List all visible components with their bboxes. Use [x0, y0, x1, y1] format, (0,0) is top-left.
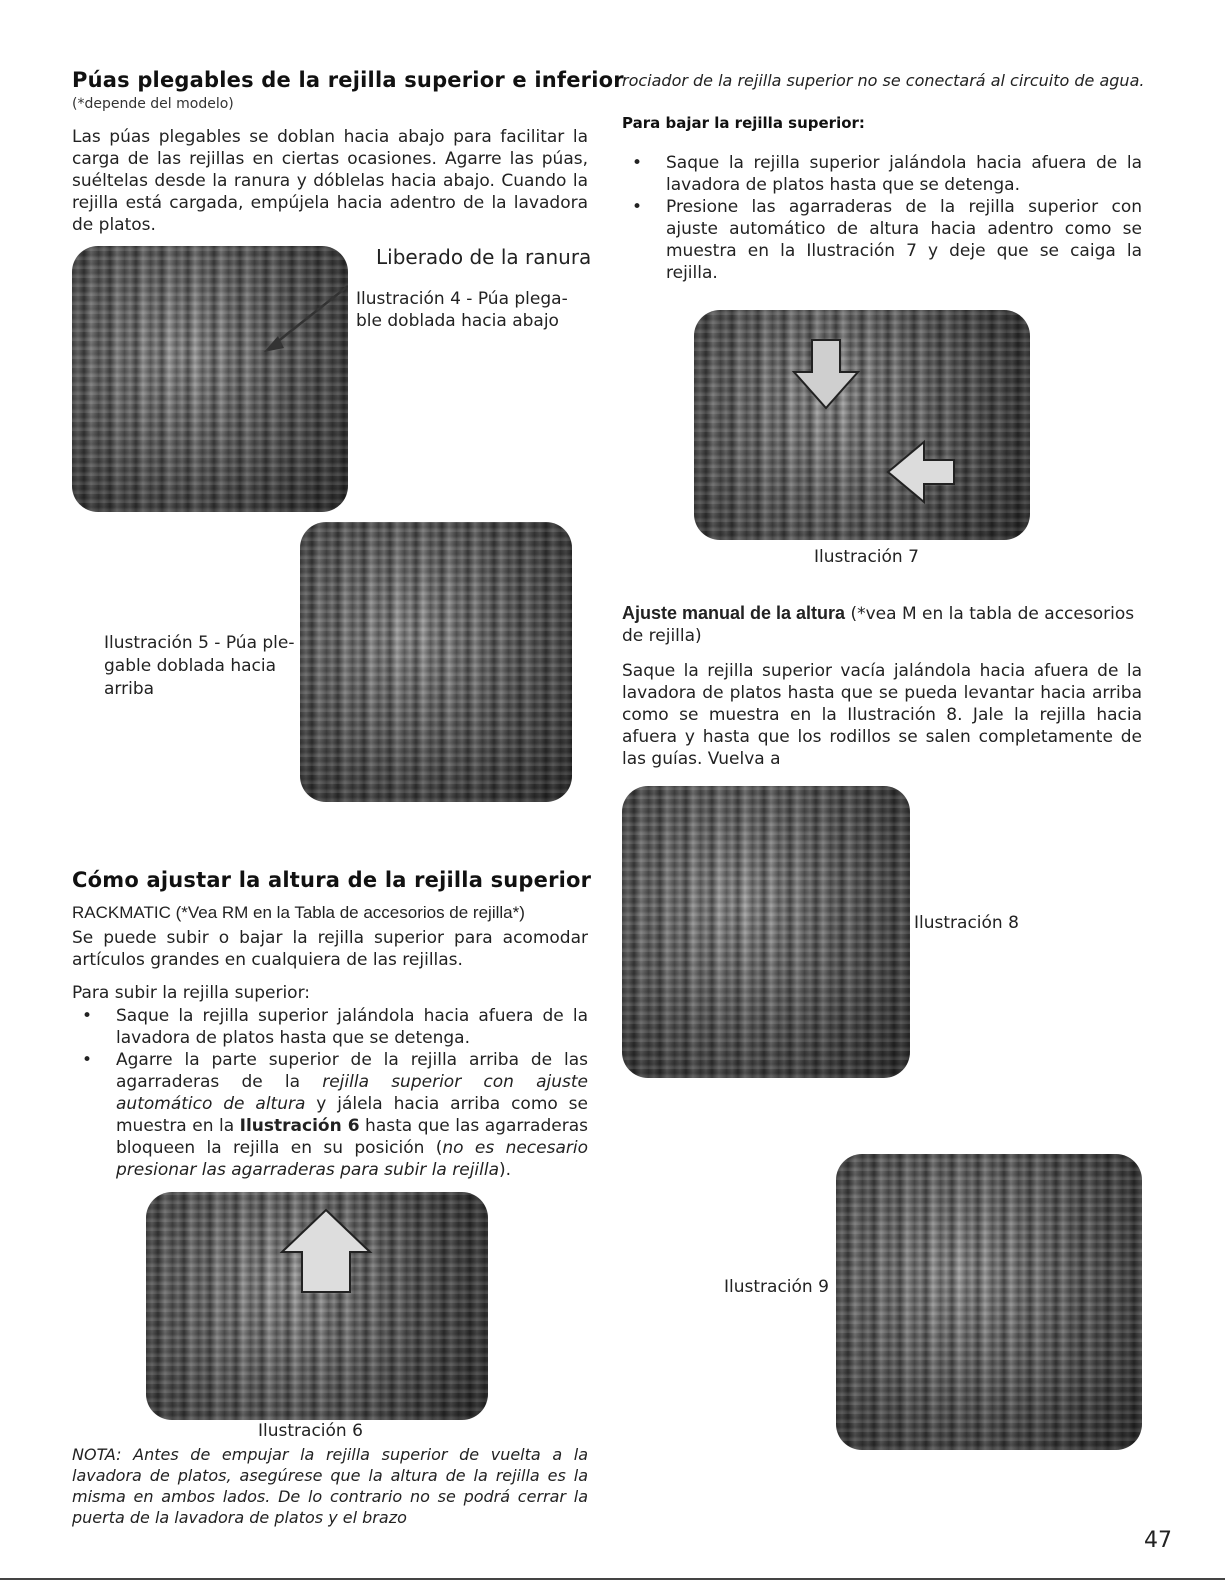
bullet-icon: •	[632, 153, 643, 173]
paragraph-manual: Saque la rejilla superior vacía jalándola hacia afuera de la lavadora de platos hasta que se pueda levantar hacia arriba como se muestra en la Ilustración 8. Jale la rejilla hacia afuera y hasta que los rodillos se salen completamente de las guías. Vuelva a	[622, 661, 1142, 769]
callout-arrow-icon	[72, 246, 348, 512]
bullet-icon: •	[632, 197, 643, 217]
subir-intro: Para subir la rejilla superior:	[72, 983, 310, 1003]
bullet-text: Saque la rejilla superior jalándola hacia afuera de la lavadora de platos hasta que se detenga.	[116, 1006, 588, 1048]
figure-5-photo	[300, 522, 572, 802]
push-arrows-icon	[694, 310, 1030, 540]
bullet-text-italic: no es necesario presionar las agarraderas para subir la rejilla	[116, 1138, 588, 1180]
manual-heading: Ajuste manual de la altura	[622, 603, 846, 623]
figure-6-caption: Ilustración 6	[258, 1421, 363, 1441]
callout-label: Liberado de la ranura	[376, 245, 592, 269]
subir-steps-list	[72, 1005, 588, 1181]
bullet-text-italic: rejilla superior con ajuste automático de altura	[116, 1072, 588, 1114]
bajar-heading: Para bajar la rejilla superior:	[622, 114, 865, 132]
bullet-text: ).	[499, 1160, 512, 1180]
figure-7-photo	[694, 310, 1030, 540]
bullet-text-bold: Ilustración 6	[239, 1116, 360, 1136]
figure-5-caption-line3: arriba	[104, 679, 155, 699]
bullet-text: Saque la rejilla superior jalándola hacia afuera de la lavadora de platos hasta que se detenga.	[666, 153, 1142, 195]
figure-4-caption-line1: Ilustración 4 - Púa plega-	[356, 289, 568, 309]
nota-continuation: rociador de la rejilla superior no se conectará al circuito de agua.	[622, 71, 1145, 90]
bullet-text: Presione las agarraderas de la rejilla superior con ajuste automático de altura hacia adentro como se muestra en la Ilustración 7 y deje que se caiga la rejilla.	[666, 197, 1142, 283]
page-bottom-rule	[0, 1578, 1225, 1580]
bullet-text: Agarre la parte superior de la rejilla arriba de las agarraderas de la	[116, 1050, 588, 1092]
list-item	[72, 1005, 588, 1049]
section-heading-puas: Púas plegables de la rejilla superior e inferior	[72, 68, 624, 92]
bullet-icon: •	[82, 1006, 93, 1026]
figure-9-caption: Ilustración 9	[724, 1277, 829, 1297]
bullet-text: hasta que las agarraderas bloqueen la rejilla en su posición (	[116, 1116, 588, 1158]
paragraph-altura: Se puede subir o bajar la rejilla superior para acomodar artículos grandes en cualquiera de las rejillas.	[72, 928, 588, 970]
list-item	[622, 152, 1142, 196]
figure-8-photo	[622, 786, 910, 1078]
figure-4-caption-line2: ble doblada hacia abajo	[356, 311, 559, 331]
figure-9-photo	[836, 1154, 1142, 1450]
rackmatic-line: RACKMATIC (*Vea RM en la Tabla de accesorios de rejilla*)	[72, 903, 525, 922]
figure-5-caption-line2: gable doblada hacia	[104, 656, 277, 676]
up-arrow-icon	[146, 1192, 488, 1420]
section-heading-altura: Cómo ajustar la altura de la rejilla superior	[72, 868, 592, 892]
page-number: 47	[1144, 1528, 1172, 1553]
figure-4-photo	[72, 246, 348, 512]
figure-6-photo	[146, 1192, 488, 1420]
heading-subnote: (*depende del modelo)	[72, 96, 234, 112]
figure-8-caption: Ilustración 8	[914, 913, 1019, 933]
figure-7-caption: Ilustración 7	[814, 547, 919, 567]
manual-heading-note: (*vea M en la tabla de accesorios de rejilla)	[622, 604, 1135, 646]
figure-5-caption-line1: Ilustración 5 - Púa ple-	[104, 633, 295, 653]
manual-heading-line	[622, 602, 1152, 647]
bajar-steps-list	[622, 152, 1142, 284]
bullet-text: y jálela hacia arriba como se muestra en la	[116, 1094, 588, 1136]
bullet-icon: •	[82, 1050, 93, 1070]
list-item	[622, 196, 1142, 284]
list-item	[72, 1049, 588, 1181]
paragraph-puas: Las púas plegables se doblan hacia abajo para facilitar la carga de las rejillas en ciertas ocasiones. Agarre las púas, suéltelas desde la ranura y dóblelas hacia abajo. Cuando la rejilla está cargada, empújela hacia adentro de la lavadora de platos.	[72, 127, 588, 235]
nota-paragraph: NOTA: Antes de empujar la rejilla superior de vuelta a la lavadora de platos, asegúrese que la altura de la rejilla es la misma en ambos lados. De lo contrario no se podrá cerrar la puerta de la lavadora de platos y el brazo	[72, 1445, 588, 1527]
